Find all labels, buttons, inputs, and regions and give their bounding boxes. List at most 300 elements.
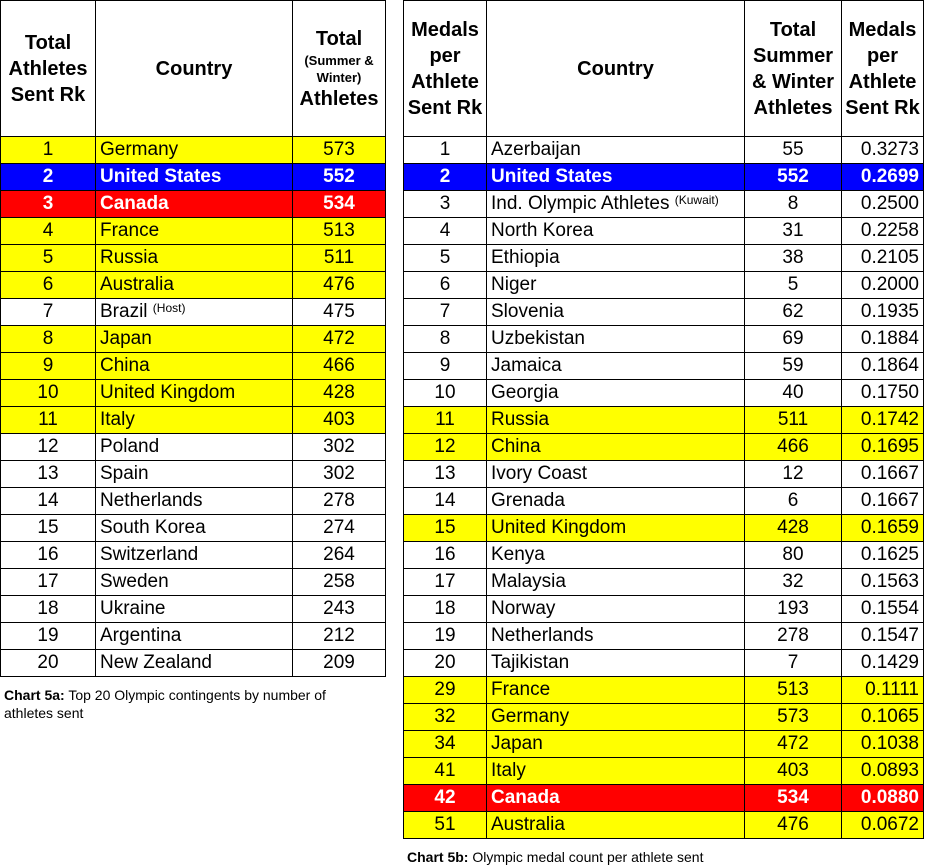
table-row [1, 299, 386, 326]
cell-country-text: Switzerland [100, 544, 199, 565]
cell-ratio-text: 0.1038 [860, 733, 919, 754]
cell-country [487, 623, 745, 650]
cell-athletes-text: 274 [323, 517, 355, 538]
cell-athletes-text: 403 [777, 760, 809, 781]
table-row [1, 434, 386, 461]
cell-rank [404, 407, 487, 434]
cell-rank [404, 434, 487, 461]
cell-country [487, 515, 745, 542]
table-row [404, 596, 924, 623]
header-total-line1: Total [315, 27, 363, 50]
cell-athletes-text: 6 [787, 490, 799, 511]
cell-country [487, 758, 745, 785]
table-row [1, 380, 386, 407]
caption-chart-5b-text: Olympic medal count per athlete sent [468, 849, 704, 865]
table-row [404, 164, 924, 191]
cell-country [487, 137, 745, 164]
table-row [404, 515, 924, 542]
cell-country [487, 785, 745, 812]
cell-rank [404, 353, 487, 380]
cell-country [96, 218, 293, 245]
cell-rank-text: 16 [37, 544, 59, 565]
cell-rank-text: 4 [439, 220, 451, 241]
table-row [1, 245, 386, 272]
cell-rank [404, 704, 487, 731]
cell-rank [1, 353, 96, 380]
header-rank [1, 1, 96, 137]
cell-athletes [293, 299, 386, 326]
cell-country [96, 299, 293, 326]
cell-country-text: Jamaica [491, 355, 562, 376]
cell-rank [404, 731, 487, 758]
cell-rank-text: 8 [439, 328, 451, 349]
cell-country [96, 515, 293, 542]
cell-country-text: Brazil [100, 301, 148, 322]
cell-country-text: United States [491, 166, 613, 187]
table-row [404, 191, 924, 218]
cell-athletes-text: 302 [323, 436, 355, 457]
table-row [1, 326, 386, 353]
header-ratio-b: Medals per Athlete Sent Rk [842, 1, 924, 137]
table-row [1, 488, 386, 515]
cell-athletes [293, 569, 386, 596]
cell-country [96, 326, 293, 353]
cell-rank [1, 326, 96, 353]
cell-country [96, 407, 293, 434]
cell-country-text: Australia [100, 274, 174, 295]
cell-rank-text: 6 [42, 274, 54, 295]
table-row [404, 758, 924, 785]
cell-country-text: Georgia [491, 382, 559, 403]
cell-ratio-text: 0.1935 [860, 301, 919, 322]
cell-rank-text: 10 [434, 382, 456, 403]
caption-chart-5b-label: Chart 5b: [407, 849, 469, 865]
cell-rank [1, 461, 96, 488]
cell-rank [1, 191, 96, 218]
cell-rank [1, 434, 96, 461]
cell-rank [1, 569, 96, 596]
cell-rank-text: 13 [37, 463, 59, 484]
header-rank-text: Total Athletes Sent Rk [8, 31, 88, 106]
cell-athletes-text: 59 [782, 355, 804, 376]
cell-country-text: South Korea [100, 517, 206, 538]
cell-ratio-text: 0.1563 [860, 571, 919, 592]
cell-rank-text: 18 [434, 598, 456, 619]
table-row [1, 461, 386, 488]
cell-athletes-text: 55 [782, 139, 804, 160]
cell-country-text: Italy [491, 760, 526, 781]
cell-rank-text: 16 [434, 544, 456, 565]
cell-country [96, 650, 293, 677]
cell-ratio-text: 0.1625 [860, 544, 919, 565]
cell-athletes [293, 650, 386, 677]
cell-rank-text: 1 [439, 139, 451, 160]
cell-country [96, 569, 293, 596]
cell-rank-text: 8 [42, 328, 54, 349]
table-row [1, 596, 386, 623]
cell-country [96, 596, 293, 623]
cell-ratio [842, 596, 924, 623]
cell-athletes [293, 218, 386, 245]
cell-rank [404, 542, 487, 569]
cell-country-text: Slovenia [491, 301, 564, 322]
caption-chart-5a-text: Top 20 Olympic contingents by number of athletes sent [4, 687, 326, 721]
cell-athletes [293, 326, 386, 353]
cell-country-text: Ind. Olympic Athletes [491, 193, 670, 214]
cell-country-text: Canada [100, 193, 169, 214]
cell-country [96, 191, 293, 218]
cell-athletes-text: 278 [777, 625, 809, 646]
cell-athletes-text: 466 [323, 355, 355, 376]
cell-country [487, 812, 745, 839]
cell-rank [1, 218, 96, 245]
table-row [404, 677, 924, 704]
cell-athletes [745, 434, 842, 461]
cell-rank [404, 488, 487, 515]
cell-ratio-text: 0.1547 [860, 625, 919, 646]
caption-chart-5b [407, 848, 907, 866]
cell-rank-text: 11 [435, 409, 455, 430]
cell-athletes [293, 623, 386, 650]
cell-rank-text: 5 [42, 247, 54, 268]
cell-rank-text: 20 [37, 652, 59, 673]
table-row [1, 569, 386, 596]
cell-athletes-text: 302 [323, 463, 355, 484]
cell-rank-text: 2 [42, 166, 54, 187]
cell-athletes [745, 272, 842, 299]
cell-ratio-text: 0.1750 [860, 382, 919, 403]
cell-country-text: Malaysia [491, 571, 566, 592]
cell-ratio [842, 164, 924, 191]
cell-rank-text: 19 [434, 625, 456, 646]
cell-athletes [293, 407, 386, 434]
table-row [404, 380, 924, 407]
cell-athletes [745, 542, 842, 569]
cell-ratio-text: 0.2699 [860, 166, 919, 187]
cell-country [487, 569, 745, 596]
cell-rank [404, 812, 487, 839]
cell-ratio [842, 677, 924, 704]
cell-athletes [745, 218, 842, 245]
cell-athletes [745, 461, 842, 488]
cell-athletes [293, 461, 386, 488]
cell-country [487, 299, 745, 326]
cell-athletes [745, 677, 842, 704]
cell-country-text: New Zealand [100, 652, 212, 673]
cell-athletes-text: 12 [782, 463, 804, 484]
table-row [404, 650, 924, 677]
cell-athletes-text: 513 [323, 220, 355, 241]
cell-ratio [842, 353, 924, 380]
cell-country-text: Tajikistan [491, 652, 570, 673]
cell-country [487, 218, 745, 245]
cell-ratio [842, 758, 924, 785]
cell-country [96, 623, 293, 650]
cell-athletes-text: 511 [323, 247, 355, 268]
cell-athletes [293, 596, 386, 623]
table-row [404, 218, 924, 245]
cell-ratio [842, 785, 924, 812]
cell-athletes-text: 513 [777, 679, 809, 700]
cell-ratio-text: 0.3273 [860, 139, 919, 160]
cell-rank [404, 245, 487, 272]
caption-chart-5a [4, 686, 374, 722]
cell-country [487, 191, 745, 218]
cell-rank [1, 488, 96, 515]
cell-country [96, 461, 293, 488]
cell-country-text: Netherlands [491, 625, 594, 646]
cell-country [487, 164, 745, 191]
cell-country-text: France [491, 679, 551, 700]
cell-athletes-text: 40 [782, 382, 804, 403]
cell-rank [404, 623, 487, 650]
cell-country [96, 488, 293, 515]
cell-athletes [745, 623, 842, 650]
cell-country [487, 731, 745, 758]
cell-rank-text: 7 [42, 301, 54, 322]
cell-ratio-text: 0.1429 [860, 652, 919, 673]
cell-country-text: Italy [100, 409, 135, 430]
cell-athletes [745, 353, 842, 380]
cell-athletes [293, 488, 386, 515]
header-country-b: Country [487, 1, 745, 137]
cell-rank [404, 191, 487, 218]
cell-rank [1, 407, 96, 434]
table-row [404, 353, 924, 380]
cell-country-note: (Kuwait) [674, 193, 719, 207]
cell-ratio [842, 731, 924, 758]
cell-rank-text: 12 [434, 436, 456, 457]
cell-country-text: Russia [100, 247, 159, 268]
cell-rank-text: 42 [434, 787, 456, 808]
cell-athletes-text: 476 [777, 814, 809, 835]
cell-athletes-text: 8 [787, 193, 799, 214]
cell-athletes-text: 80 [782, 544, 804, 565]
cell-ratio-text: 0.1742 [860, 409, 919, 430]
cell-athletes-text: 573 [323, 139, 355, 160]
cell-country [487, 677, 745, 704]
cell-ratio [842, 488, 924, 515]
cell-ratio-text: 0.1695 [860, 436, 919, 457]
cell-ratio [842, 434, 924, 461]
table-row [404, 542, 924, 569]
cell-rank-text: 20 [434, 652, 456, 673]
cell-athletes-text: 475 [323, 301, 355, 322]
cell-athletes [293, 515, 386, 542]
table-total-athletes [0, 0, 386, 677]
cell-country-text: Russia [491, 409, 550, 430]
cell-rank-text: 5 [439, 247, 451, 268]
cell-rank-text: 7 [439, 301, 451, 322]
cell-athletes [745, 407, 842, 434]
cell-ratio [842, 137, 924, 164]
table-row [404, 812, 924, 839]
cell-country-text: Ukraine [100, 598, 166, 619]
table-row [1, 191, 386, 218]
cell-rank-text: 17 [37, 571, 59, 592]
cell-ratio-text: 0.0880 [860, 787, 919, 808]
table-row [404, 326, 924, 353]
table-row [1, 353, 386, 380]
cell-country-text: Norway [491, 598, 556, 619]
cell-athletes [745, 515, 842, 542]
cell-athletes-text: 32 [782, 571, 804, 592]
cell-athletes [745, 650, 842, 677]
cell-rank [404, 515, 487, 542]
cell-rank [404, 758, 487, 785]
cell-rank [1, 164, 96, 191]
cell-athletes-text: 552 [323, 166, 355, 187]
cell-country [96, 434, 293, 461]
cell-athletes-text: 552 [777, 166, 809, 187]
cell-country-text: Poland [100, 436, 160, 457]
cell-athletes [745, 245, 842, 272]
cell-athletes-text: 511 [777, 409, 809, 430]
cell-rank-text: 13 [434, 463, 456, 484]
cell-athletes [293, 245, 386, 272]
cell-ratio [842, 218, 924, 245]
cell-rank [404, 569, 487, 596]
cell-country-text: Canada [491, 787, 560, 808]
cell-country-text: China [100, 355, 150, 376]
cell-country-text: Niger [491, 274, 537, 295]
cell-country-text: Ethiopia [491, 247, 560, 268]
cell-country-text: Spain [100, 463, 149, 484]
cell-athletes-text: 476 [323, 274, 355, 295]
cell-athletes [745, 380, 842, 407]
cell-country-text: Germany [100, 139, 179, 160]
cell-athletes-text: 7 [787, 652, 799, 673]
cell-athletes [745, 596, 842, 623]
cell-ratio-text: 0.2500 [860, 193, 919, 214]
cell-athletes [745, 785, 842, 812]
table-row [404, 488, 924, 515]
cell-ratio [842, 407, 924, 434]
table-row [1, 218, 386, 245]
table-row [404, 623, 924, 650]
cell-rank [404, 164, 487, 191]
cell-ratio-text: 0.1065 [860, 706, 919, 727]
cell-athletes [293, 164, 386, 191]
cell-country [487, 542, 745, 569]
cell-rank-text: 6 [439, 274, 451, 295]
cell-ratio [842, 515, 924, 542]
header-country: Country [96, 1, 293, 137]
cell-ratio [842, 272, 924, 299]
cell-rank-text: 15 [37, 517, 59, 538]
cell-athletes [745, 569, 842, 596]
cell-ratio [842, 461, 924, 488]
cell-athletes [293, 272, 386, 299]
header-total-small: (Summer & Winter) [304, 52, 374, 85]
cell-athletes [293, 353, 386, 380]
cell-rank-text: 10 [37, 382, 59, 403]
cell-athletes [745, 137, 842, 164]
cell-country [96, 380, 293, 407]
cell-ratio-text: 0.2105 [860, 247, 919, 268]
cell-athletes-text: 428 [323, 382, 355, 403]
cell-athletes [293, 191, 386, 218]
cell-rank-text: 34 [434, 733, 456, 754]
table-row [1, 164, 386, 191]
cell-ratio-text: 0.1659 [860, 517, 919, 538]
cell-ratio-text: 0.0893 [860, 760, 919, 781]
table-row [1, 650, 386, 677]
cell-country [96, 272, 293, 299]
cell-country-text: France [100, 220, 160, 241]
cell-athletes [745, 326, 842, 353]
cell-athletes [745, 191, 842, 218]
cell-rank [1, 137, 96, 164]
cell-country-text: United Kingdom [491, 517, 627, 538]
cell-athletes [745, 488, 842, 515]
cell-ratio [842, 569, 924, 596]
cell-athletes-text: 472 [323, 328, 355, 349]
cell-ratio [842, 704, 924, 731]
cell-rank [1, 542, 96, 569]
cell-country [487, 272, 745, 299]
cell-rank [404, 785, 487, 812]
table-row [1, 407, 386, 434]
cell-athletes [745, 731, 842, 758]
cell-athletes-text: 264 [323, 544, 355, 565]
header-rank-b: Medals per Athlete Sent Rk [404, 1, 487, 137]
cell-country-text: United Kingdom [100, 382, 236, 403]
cell-country-text: Japan [491, 733, 543, 754]
cell-athletes-text: 69 [782, 328, 804, 349]
cell-ratio [842, 812, 924, 839]
cell-rank-text: 4 [42, 220, 54, 241]
table-row [404, 272, 924, 299]
cell-country [96, 353, 293, 380]
cell-country-text: Japan [100, 328, 152, 349]
cell-country [487, 353, 745, 380]
cell-rank [1, 623, 96, 650]
cell-athletes-text: 5 [787, 274, 799, 295]
cell-ratio-text: 0.2000 [860, 274, 919, 295]
cell-country [487, 650, 745, 677]
cell-rank-text: 51 [434, 814, 456, 835]
cell-rank-text: 14 [37, 490, 59, 511]
cell-country-text: Azerbaijan [491, 139, 581, 160]
table-row [404, 137, 924, 164]
cell-country-text: China [491, 436, 541, 457]
cell-athletes-text: 573 [777, 706, 809, 727]
cell-country [96, 164, 293, 191]
cell-ratio-text: 0.1864 [860, 355, 919, 376]
cell-ratio [842, 245, 924, 272]
cell-rank [1, 272, 96, 299]
cell-rank-text: 19 [37, 625, 59, 646]
cell-country-text: Uzbekistan [491, 328, 585, 349]
cell-athletes [745, 758, 842, 785]
table-row [404, 245, 924, 272]
cell-country-note: (Host) [152, 301, 186, 315]
table-row [404, 731, 924, 758]
cell-country [487, 245, 745, 272]
cell-rank [1, 380, 96, 407]
table-row [404, 785, 924, 812]
cell-athletes-text: 534 [323, 193, 355, 214]
cell-country [487, 434, 745, 461]
cell-rank [404, 677, 487, 704]
cell-athletes [745, 812, 842, 839]
cell-country [487, 380, 745, 407]
cell-rank [404, 650, 487, 677]
cell-ratio-text: 0.1111 [865, 679, 919, 700]
header-total-line2: Athletes [299, 87, 379, 110]
cell-rank-text: 17 [434, 571, 456, 592]
